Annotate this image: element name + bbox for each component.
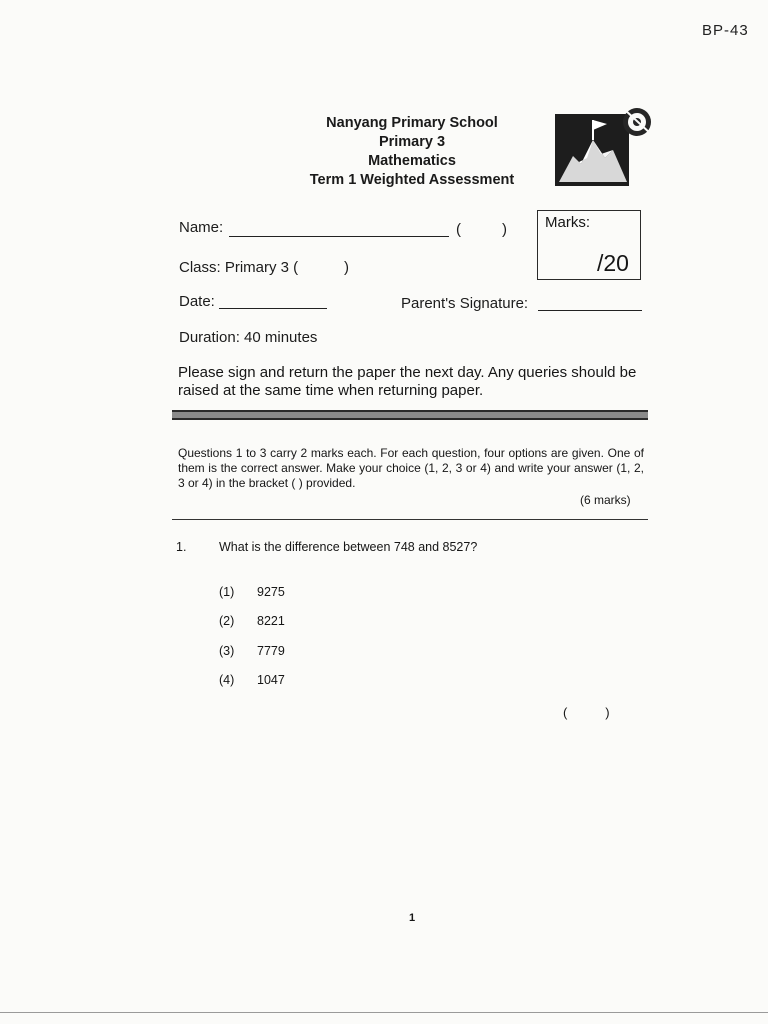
option-value: 9275: [257, 585, 285, 599]
name-label: Name:: [179, 219, 224, 236]
parent-signature-label: Parent's Signature:: [401, 295, 529, 312]
marks-label: Marks:: [545, 214, 590, 231]
class-field[interactable]: [309, 259, 343, 277]
option-number: (3): [219, 644, 235, 658]
option-number: (4): [219, 673, 235, 687]
exam-header: [280, 114, 544, 190]
name-field[interactable]: [229, 236, 449, 237]
page-number: 1: [409, 912, 416, 924]
subject: Mathematics: [368, 153, 456, 169]
option-value: 1047: [257, 673, 285, 687]
register-number-open-bracket: (: [456, 221, 461, 238]
option-number: (1): [219, 585, 235, 599]
option-value: 8221: [257, 614, 285, 628]
duration: Duration: 40 minutes: [179, 329, 318, 346]
page-bottom-edge: [0, 1012, 768, 1013]
section-instructions: Questions 1 to 3 carry 2 marks each. For each question, four options are given. One of them is the correct answer. Make your choice (1, 2, 3 or 4) and write your answer (1, 2, 3 or 4) in the bracket ( ) provided.: [178, 446, 644, 490]
school-name: Nanyang Primary School: [326, 115, 498, 131]
register-number-close-bracket: ): [502, 221, 507, 238]
answer-bracket[interactable]: ( ): [563, 705, 611, 720]
register-number-field[interactable]: [462, 222, 502, 240]
mountain-flag-logo-icon: [551, 100, 661, 188]
question-text: What is the difference between 748 and 8527?: [219, 540, 478, 554]
assessment-title: Term 1 Weighted Assessment: [309, 172, 515, 188]
instructions-divider: [172, 519, 648, 520]
class-label: Class: Primary 3 (: [179, 259, 299, 276]
section-marks: (6 marks): [580, 493, 631, 507]
page-code: BP-43: [702, 22, 749, 39]
level: Primary 3: [378, 134, 446, 150]
marks-total: /20: [597, 250, 629, 276]
date-label: Date:: [179, 293, 215, 310]
class-close-bracket: ): [344, 259, 349, 276]
section-divider: [172, 410, 648, 420]
option-number: (2): [219, 614, 235, 628]
return-notice: Please sign and return the paper the next day. Any queries should be raised at the same time when returning paper.: [178, 364, 637, 399]
question-number: 1.: [176, 540, 187, 554]
parent-signature-field[interactable]: [538, 310, 642, 311]
option-value: 7779: [257, 644, 285, 658]
date-field[interactable]: [219, 308, 327, 309]
